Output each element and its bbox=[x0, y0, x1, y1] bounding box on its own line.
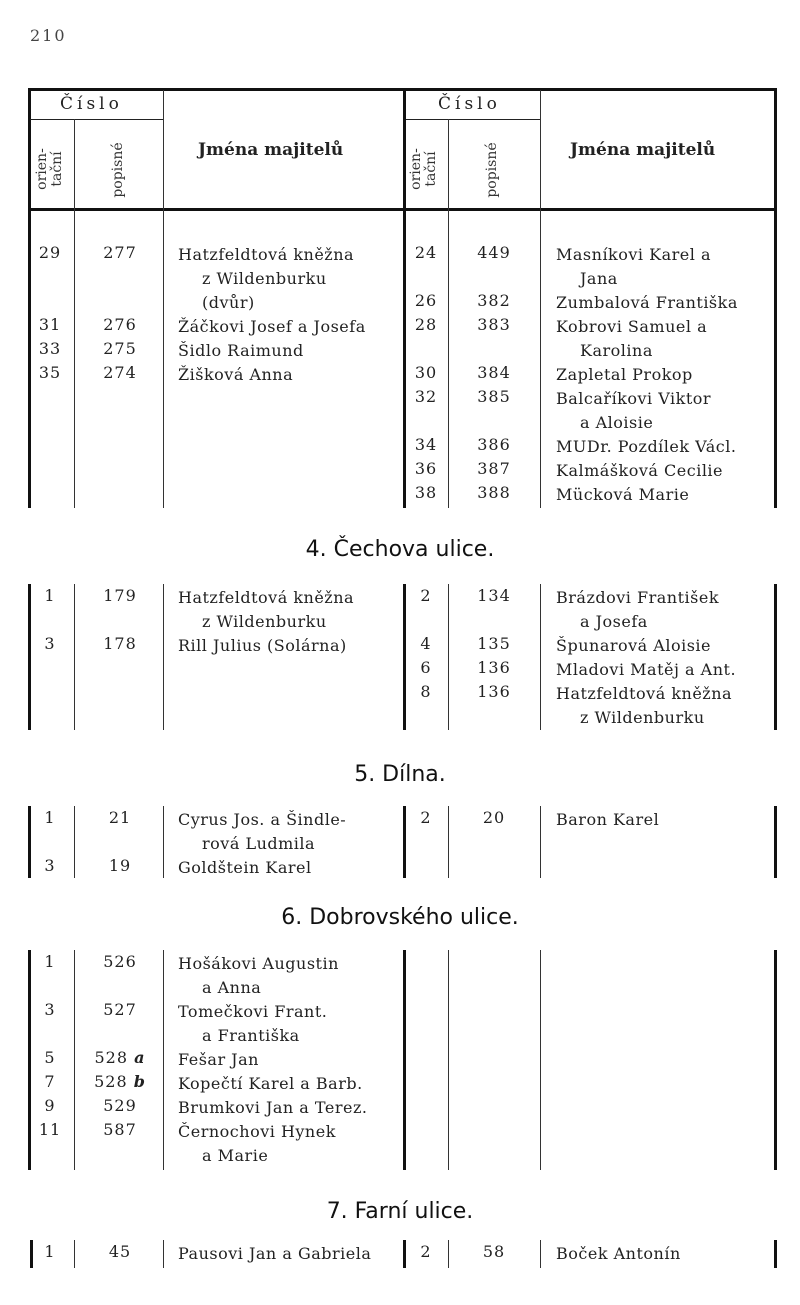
descriptive-number: 385 bbox=[477, 387, 511, 406]
owner-name: Pausovi Jan a Gabriela bbox=[178, 1244, 372, 1263]
column-rule bbox=[540, 1240, 541, 1268]
orientation-number: 34 bbox=[414, 435, 438, 454]
column-rule bbox=[448, 208, 449, 508]
section-title: 7. Farní ulice. bbox=[326, 1199, 474, 1224]
header-cislo-left: Číslo bbox=[60, 94, 123, 114]
orientation-number: 6 bbox=[420, 658, 432, 677]
descriptive-number: 45 bbox=[108, 1242, 132, 1261]
owner-name: a Aloisie bbox=[580, 413, 654, 432]
column-rule bbox=[448, 584, 449, 730]
table-left-edge bbox=[28, 88, 31, 211]
orientation-number: 35 bbox=[38, 363, 62, 382]
orientation-number: 28 bbox=[414, 315, 438, 334]
owner-name: Brumkovi Jan a Terez. bbox=[178, 1098, 368, 1117]
orientation-number: 1 bbox=[44, 952, 56, 971]
column-rule bbox=[774, 806, 777, 878]
owner-name: Kobrovi Samuel a bbox=[556, 317, 708, 336]
column-rule bbox=[28, 950, 31, 1170]
descriptive-number: 449 bbox=[477, 243, 511, 262]
page-number: 210 bbox=[30, 26, 67, 45]
owner-name: Balcaříkovi Viktor bbox=[556, 389, 712, 408]
descriptive-number: 526 bbox=[103, 952, 137, 971]
header-orientacni-left: orien- tační bbox=[34, 148, 65, 190]
owner-name: Jana bbox=[580, 269, 618, 288]
descriptive-number: 136 bbox=[477, 682, 511, 701]
column-rule bbox=[540, 950, 541, 1170]
orientation-number: 38 bbox=[414, 483, 438, 502]
header-divider bbox=[540, 90, 541, 211]
orientation-number: 26 bbox=[414, 291, 438, 310]
descriptive-number: 179 bbox=[103, 586, 137, 605]
owner-name: Cyrus Jos. a Šindle- bbox=[178, 810, 347, 829]
owner-name: Rill Julius (Solárna) bbox=[178, 636, 347, 655]
owner-name: (dvůr) bbox=[202, 293, 255, 312]
descriptive-number: 277 bbox=[103, 243, 137, 262]
owner-name: Tomečkovi Frant. bbox=[178, 1002, 328, 1021]
orientation-number: 4 bbox=[420, 634, 432, 653]
column-rule bbox=[540, 806, 541, 878]
descriptive-number: 134 bbox=[477, 586, 511, 605]
owner-name: a Marie bbox=[202, 1146, 269, 1165]
descriptive-number: 135 bbox=[477, 634, 511, 653]
descriptive-number: 58 bbox=[482, 1242, 506, 1261]
orientation-number: 2 bbox=[420, 808, 432, 827]
column-rule bbox=[28, 806, 31, 878]
descriptive-number: 587 bbox=[103, 1120, 137, 1139]
orientation-number: 7 bbox=[44, 1072, 56, 1091]
cislo-underline-left bbox=[30, 119, 163, 120]
header-divider bbox=[448, 119, 449, 211]
column-rule bbox=[774, 1240, 777, 1268]
table-top-rule bbox=[28, 88, 776, 91]
descriptive-number: 178 bbox=[103, 634, 137, 653]
owner-name: Žáčkovi Josef a Josefa bbox=[178, 317, 366, 336]
column-rule bbox=[163, 1240, 164, 1268]
header-center-divider bbox=[403, 90, 406, 211]
column-rule bbox=[163, 806, 164, 878]
owner-name: rová Ludmila bbox=[202, 834, 316, 853]
descriptive-number: 21 bbox=[108, 808, 132, 827]
section-title: 4. Čechova ulice. bbox=[305, 537, 495, 562]
column-rule bbox=[540, 584, 541, 730]
header-names-right: Jména majitelů bbox=[570, 140, 716, 160]
orientation-number: 3 bbox=[44, 634, 56, 653]
descriptive-number: 276 bbox=[103, 315, 137, 334]
orientation-number: 8 bbox=[420, 682, 432, 701]
header-names-left: Jména majitelů bbox=[198, 140, 344, 160]
owner-name: Šidlo Raimund bbox=[178, 341, 304, 360]
header-popisne-right: popisné bbox=[484, 142, 500, 198]
table-right-edge bbox=[774, 88, 777, 211]
descriptive-number: 274 bbox=[103, 363, 137, 382]
header-cislo-right: Číslo bbox=[438, 94, 501, 114]
descriptive-number: 275 bbox=[103, 339, 137, 358]
owner-name: Hatzfeldtová kněžna bbox=[178, 245, 355, 264]
column-rule bbox=[540, 208, 541, 508]
owner-name: Kopečtí Karel a Barb. bbox=[178, 1074, 363, 1093]
column-rule bbox=[74, 208, 75, 508]
section-title: 5. Dílna. bbox=[354, 762, 446, 787]
column-rule bbox=[448, 950, 449, 1170]
descriptive-number: 388 bbox=[477, 483, 511, 502]
descriptive-number: 20 bbox=[482, 808, 506, 827]
owner-name: z Wildenburku bbox=[202, 612, 327, 631]
owner-name: Brázdovi František bbox=[556, 588, 720, 607]
column-rule bbox=[74, 584, 75, 730]
owner-name: Mücková Marie bbox=[556, 485, 690, 504]
header-divider bbox=[74, 119, 75, 211]
owner-name: Zapletal Prokop bbox=[556, 365, 693, 384]
descriptive-number: 528 a bbox=[94, 1048, 146, 1067]
owner-name: Goldštein Karel bbox=[178, 858, 312, 877]
header-divider bbox=[163, 90, 164, 211]
orientation-number: 1 bbox=[44, 1242, 56, 1261]
descriptive-number: 136 bbox=[477, 658, 511, 677]
header-orientacni-right: orien- tační bbox=[408, 148, 439, 190]
orientation-number: 29 bbox=[38, 243, 62, 262]
header-bottom-rule bbox=[28, 208, 776, 211]
orientation-number: 2 bbox=[420, 586, 432, 605]
owner-name: Černochovi Hynek bbox=[178, 1122, 336, 1141]
orientation-number: 24 bbox=[414, 243, 438, 262]
column-rule bbox=[28, 584, 31, 730]
orientation-number: 3 bbox=[44, 856, 56, 875]
orientation-number: 36 bbox=[414, 459, 438, 478]
owner-name: Žišková Anna bbox=[178, 365, 294, 384]
descriptive-number: 527 bbox=[103, 1000, 137, 1019]
orientation-number: 5 bbox=[44, 1048, 56, 1067]
descriptive-number: 383 bbox=[477, 315, 511, 334]
owner-name: Špunarová Aloisie bbox=[556, 636, 712, 655]
descriptive-number: 529 bbox=[103, 1096, 137, 1115]
column-rule bbox=[403, 584, 406, 730]
owner-name: z Wildenburku bbox=[202, 269, 327, 288]
column-rule bbox=[28, 208, 31, 508]
orientation-number: 9 bbox=[44, 1096, 56, 1115]
owner-name: Zumbalová Františka bbox=[556, 293, 738, 312]
orientation-number: 31 bbox=[38, 315, 62, 334]
column-rule bbox=[74, 950, 75, 1170]
orientation-number: 1 bbox=[44, 808, 56, 827]
owner-name: MUDr. Pozdílek Václ. bbox=[556, 437, 737, 456]
owner-name: Mladovi Matěj a Ant. bbox=[556, 660, 737, 679]
orientation-number: 11 bbox=[38, 1120, 62, 1139]
orientation-number: 2 bbox=[420, 1242, 432, 1261]
owner-name: Boček Antonín bbox=[556, 1244, 681, 1263]
descriptive-number: 386 bbox=[477, 435, 511, 454]
column-rule bbox=[163, 208, 164, 508]
owner-name: Masníkovi Karel a bbox=[556, 245, 711, 264]
owner-name: Kalmášková Cecilie bbox=[556, 461, 724, 480]
owner-name: Baron Karel bbox=[556, 810, 660, 829]
descriptive-number: 382 bbox=[477, 291, 511, 310]
descriptive-number: 387 bbox=[477, 459, 511, 478]
column-rule bbox=[74, 1240, 75, 1268]
descriptive-number: 19 bbox=[108, 856, 132, 875]
column-rule bbox=[74, 806, 75, 878]
column-rule bbox=[448, 1240, 449, 1268]
column-rule bbox=[448, 806, 449, 878]
cislo-underline-right bbox=[405, 119, 540, 120]
owner-name: Fešar Jan bbox=[178, 1050, 259, 1069]
column-rule bbox=[774, 584, 777, 730]
orientation-number: 3 bbox=[44, 1000, 56, 1019]
owner-name: z Wildenburku bbox=[580, 708, 705, 727]
owner-name: Karolina bbox=[580, 341, 653, 360]
owner-name: a Anna bbox=[202, 978, 262, 997]
owner-name: a Františka bbox=[202, 1026, 300, 1045]
owner-name: Hatzfeldtová kněžna bbox=[556, 684, 733, 703]
column-rule bbox=[403, 950, 406, 1170]
section-title: 6. Dobrovského ulice. bbox=[281, 905, 519, 930]
orientation-number: 33 bbox=[38, 339, 62, 358]
column-rule bbox=[163, 584, 164, 730]
orientation-number: 1 bbox=[44, 586, 56, 605]
column-rule bbox=[163, 950, 164, 1170]
orientation-number: 32 bbox=[414, 387, 438, 406]
header-popisne-left: popisné bbox=[110, 142, 126, 198]
owner-name: Hatzfeldtová kněžna bbox=[178, 588, 355, 607]
descriptive-number: 384 bbox=[477, 363, 511, 382]
column-rule bbox=[774, 950, 777, 1170]
owner-name: a Josefa bbox=[580, 612, 648, 631]
column-rule bbox=[774, 208, 777, 508]
owner-name: Hošákovi Augustin bbox=[178, 954, 339, 973]
descriptive-number: 528 b bbox=[94, 1072, 146, 1091]
orientation-number: 30 bbox=[414, 363, 438, 382]
